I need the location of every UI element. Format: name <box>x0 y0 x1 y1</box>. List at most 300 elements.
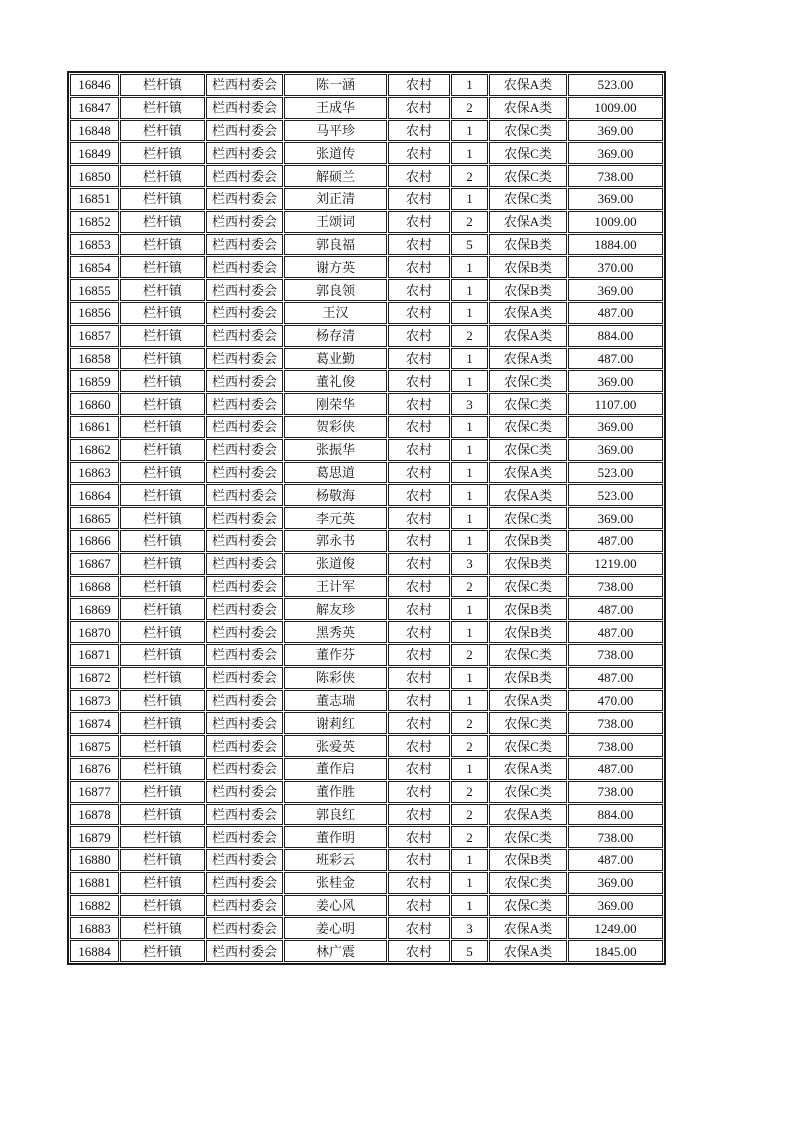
cell-village-committee: 栏西村委会 <box>206 712 283 734</box>
cell-village-committee: 栏西村委会 <box>206 530 283 552</box>
cell-insurance-type: 农保C类 <box>489 872 567 894</box>
cell-town: 栏杆镇 <box>120 302 205 324</box>
table-row <box>70 188 663 210</box>
cell-village-committee: 栏西村委会 <box>206 621 283 643</box>
cell-town: 栏杆镇 <box>120 97 205 119</box>
table-row <box>70 598 663 620</box>
cell-name: 张爱英 <box>284 735 387 757</box>
table-row <box>70 644 663 666</box>
cell-category: 农村 <box>388 165 450 187</box>
cell-record-no: 16850 <box>70 165 119 187</box>
cell-insurance-type: 农保A类 <box>489 74 567 96</box>
cell-name: 董志瑞 <box>284 690 387 712</box>
cell-record-no: 16851 <box>70 188 119 210</box>
cell-name: 董作芬 <box>284 644 387 666</box>
cell-name: 王颂词 <box>284 211 387 233</box>
cell-name: 王成华 <box>284 97 387 119</box>
cell-name: 董作胜 <box>284 781 387 803</box>
cell-record-no: 16879 <box>70 826 119 848</box>
cell-person-count: 1 <box>451 348 488 370</box>
cell-name: 谢莉红 <box>284 712 387 734</box>
cell-town: 栏杆镇 <box>120 279 205 301</box>
cell-village-committee: 栏西村委会 <box>206 895 283 917</box>
table-row <box>70 621 663 643</box>
cell-person-count: 1 <box>451 120 488 142</box>
cell-amount: 369.00 <box>568 416 663 438</box>
cell-village-committee: 栏西村委会 <box>206 781 283 803</box>
cell-record-no: 16852 <box>70 211 119 233</box>
cell-insurance-type: 农保B类 <box>489 621 567 643</box>
cell-insurance-type: 农保B类 <box>489 530 567 552</box>
cell-village-committee: 栏西村委会 <box>206 872 283 894</box>
cell-category: 农村 <box>388 325 450 347</box>
cell-amount: 487.00 <box>568 598 663 620</box>
cell-town: 栏杆镇 <box>120 507 205 529</box>
cell-category: 农村 <box>388 97 450 119</box>
cell-amount: 738.00 <box>568 644 663 666</box>
cell-amount: 369.00 <box>568 507 663 529</box>
cell-record-no: 16848 <box>70 120 119 142</box>
cell-category: 农村 <box>388 849 450 871</box>
cell-village-committee: 栏西村委会 <box>206 74 283 96</box>
cell-person-count: 2 <box>451 97 488 119</box>
cell-insurance-type: 农保A类 <box>489 97 567 119</box>
cell-record-no: 16859 <box>70 370 119 392</box>
cell-village-committee: 栏西村委会 <box>206 165 283 187</box>
cell-village-committee: 栏西村委会 <box>206 507 283 529</box>
cell-town: 栏杆镇 <box>120 256 205 278</box>
cell-amount: 738.00 <box>568 576 663 598</box>
cell-town: 栏杆镇 <box>120 598 205 620</box>
cell-record-no: 16872 <box>70 667 119 689</box>
cell-amount: 487.00 <box>568 530 663 552</box>
cell-village-committee: 栏西村委会 <box>206 120 283 142</box>
cell-name: 陈一涵 <box>284 74 387 96</box>
cell-name: 董作启 <box>284 758 387 780</box>
cell-category: 农村 <box>388 553 450 575</box>
cell-record-no: 16870 <box>70 621 119 643</box>
cell-insurance-type: 农保B类 <box>489 598 567 620</box>
spreadsheet-page <box>67 71 666 965</box>
cell-name: 黑秀英 <box>284 621 387 643</box>
cell-town: 栏杆镇 <box>120 804 205 826</box>
cell-amount: 1249.00 <box>568 917 663 939</box>
cell-person-count: 1 <box>451 462 488 484</box>
table-row <box>70 576 663 598</box>
cell-person-count: 1 <box>451 690 488 712</box>
cell-village-committee: 栏西村委会 <box>206 234 283 256</box>
benefit-table <box>67 71 666 965</box>
table-row <box>70 279 663 301</box>
table-row <box>70 872 663 894</box>
table-row <box>70 690 663 712</box>
cell-town: 栏杆镇 <box>120 393 205 415</box>
cell-amount: 369.00 <box>568 895 663 917</box>
table-row <box>70 735 663 757</box>
cell-person-count: 1 <box>451 370 488 392</box>
cell-person-count: 2 <box>451 804 488 826</box>
cell-insurance-type: 农保C类 <box>489 735 567 757</box>
cell-town: 栏杆镇 <box>120 211 205 233</box>
cell-amount: 487.00 <box>568 621 663 643</box>
table-row <box>70 370 663 392</box>
cell-category: 农村 <box>388 211 450 233</box>
cell-insurance-type: 农保C类 <box>489 370 567 392</box>
cell-person-count: 1 <box>451 758 488 780</box>
cell-name: 王汉 <box>284 302 387 324</box>
cell-amount: 1009.00 <box>568 211 663 233</box>
cell-name: 解硕兰 <box>284 165 387 187</box>
cell-category: 农村 <box>388 348 450 370</box>
cell-category: 农村 <box>388 872 450 894</box>
cell-amount: 1009.00 <box>568 97 663 119</box>
cell-insurance-type: 农保C类 <box>489 895 567 917</box>
cell-amount: 884.00 <box>568 325 663 347</box>
cell-category: 农村 <box>388 507 450 529</box>
cell-record-no: 16849 <box>70 142 119 164</box>
cell-name: 林广震 <box>284 940 387 962</box>
cell-town: 栏杆镇 <box>120 849 205 871</box>
cell-record-no: 16847 <box>70 97 119 119</box>
cell-person-count: 2 <box>451 735 488 757</box>
cell-village-committee: 栏西村委会 <box>206 416 283 438</box>
cell-person-count: 2 <box>451 826 488 848</box>
cell-village-committee: 栏西村委会 <box>206 917 283 939</box>
cell-insurance-type: 农保A类 <box>489 484 567 506</box>
cell-person-count: 1 <box>451 74 488 96</box>
cell-record-no: 16875 <box>70 735 119 757</box>
cell-name: 解友珍 <box>284 598 387 620</box>
cell-category: 农村 <box>388 416 450 438</box>
cell-person-count: 5 <box>451 940 488 962</box>
cell-amount: 738.00 <box>568 781 663 803</box>
cell-person-count: 1 <box>451 621 488 643</box>
cell-name: 张道俊 <box>284 553 387 575</box>
cell-category: 农村 <box>388 439 450 461</box>
cell-insurance-type: 农保B类 <box>489 279 567 301</box>
cell-name: 杨敬海 <box>284 484 387 506</box>
cell-name: 贺彩侠 <box>284 416 387 438</box>
cell-insurance-type: 农保C类 <box>489 120 567 142</box>
cell-insurance-type: 农保A类 <box>489 302 567 324</box>
table-row <box>70 302 663 324</box>
cell-person-count: 1 <box>451 142 488 164</box>
cell-name: 陈彩侠 <box>284 667 387 689</box>
cell-insurance-type: 农保A类 <box>489 940 567 962</box>
table-row <box>70 142 663 164</box>
cell-town: 栏杆镇 <box>120 553 205 575</box>
cell-record-no: 16878 <box>70 804 119 826</box>
cell-village-committee: 栏西村委会 <box>206 211 283 233</box>
table-row <box>70 393 663 415</box>
cell-town: 栏杆镇 <box>120 781 205 803</box>
table-row <box>70 74 663 96</box>
cell-amount: 369.00 <box>568 142 663 164</box>
table-row <box>70 348 663 370</box>
cell-amount: 369.00 <box>568 439 663 461</box>
cell-village-committee: 栏西村委会 <box>206 393 283 415</box>
cell-category: 农村 <box>388 712 450 734</box>
cell-person-count: 1 <box>451 667 488 689</box>
cell-person-count: 2 <box>451 165 488 187</box>
cell-record-no: 16881 <box>70 872 119 894</box>
cell-amount: 1219.00 <box>568 553 663 575</box>
cell-amount: 487.00 <box>568 667 663 689</box>
cell-person-count: 1 <box>451 849 488 871</box>
cell-insurance-type: 农保A类 <box>489 758 567 780</box>
cell-person-count: 3 <box>451 553 488 575</box>
cell-record-no: 16857 <box>70 325 119 347</box>
table-row <box>70 849 663 871</box>
cell-category: 农村 <box>388 621 450 643</box>
cell-village-committee: 栏西村委会 <box>206 325 283 347</box>
cell-category: 农村 <box>388 393 450 415</box>
cell-person-count: 1 <box>451 439 488 461</box>
table-row <box>70 165 663 187</box>
table-row <box>70 758 663 780</box>
cell-insurance-type: 农保A类 <box>489 917 567 939</box>
cell-person-count: 2 <box>451 211 488 233</box>
cell-name: 姜心风 <box>284 895 387 917</box>
cell-town: 栏杆镇 <box>120 348 205 370</box>
cell-town: 栏杆镇 <box>120 826 205 848</box>
cell-category: 农村 <box>388 142 450 164</box>
cell-person-count: 1 <box>451 598 488 620</box>
cell-record-no: 16853 <box>70 234 119 256</box>
cell-town: 栏杆镇 <box>120 120 205 142</box>
cell-village-committee: 栏西村委会 <box>206 553 283 575</box>
cell-name: 刚荣华 <box>284 393 387 415</box>
cell-village-committee: 栏西村委会 <box>206 644 283 666</box>
cell-insurance-type: 农保C类 <box>489 188 567 210</box>
table-row <box>70 667 663 689</box>
cell-amount: 523.00 <box>568 462 663 484</box>
cell-village-committee: 栏西村委会 <box>206 940 283 962</box>
cell-person-count: 1 <box>451 507 488 529</box>
cell-insurance-type: 农保C类 <box>489 826 567 848</box>
cell-town: 栏杆镇 <box>120 667 205 689</box>
cell-insurance-type: 农保A类 <box>489 211 567 233</box>
cell-insurance-type: 农保A类 <box>489 462 567 484</box>
cell-town: 栏杆镇 <box>120 690 205 712</box>
cell-category: 农村 <box>388 256 450 278</box>
cell-amount: 470.00 <box>568 690 663 712</box>
cell-name: 张桂金 <box>284 872 387 894</box>
cell-person-count: 2 <box>451 712 488 734</box>
cell-name: 李元英 <box>284 507 387 529</box>
cell-village-committee: 栏西村委会 <box>206 849 283 871</box>
table-row <box>70 917 663 939</box>
cell-amount: 369.00 <box>568 872 663 894</box>
cell-town: 栏杆镇 <box>120 872 205 894</box>
cell-category: 农村 <box>388 188 450 210</box>
cell-village-committee: 栏西村委会 <box>206 279 283 301</box>
cell-record-no: 16873 <box>70 690 119 712</box>
table-row <box>70 553 663 575</box>
benefit-table-body <box>70 74 663 962</box>
cell-category: 农村 <box>388 120 450 142</box>
cell-insurance-type: 农保C类 <box>489 165 567 187</box>
table-row <box>70 256 663 278</box>
cell-record-no: 16868 <box>70 576 119 598</box>
cell-name: 班彩云 <box>284 849 387 871</box>
cell-insurance-type: 农保C类 <box>489 576 567 598</box>
cell-amount: 738.00 <box>568 165 663 187</box>
cell-record-no: 16860 <box>70 393 119 415</box>
cell-category: 农村 <box>388 484 450 506</box>
cell-insurance-type: 农保B类 <box>489 667 567 689</box>
table-row <box>70 940 663 962</box>
cell-amount: 523.00 <box>568 74 663 96</box>
cell-town: 栏杆镇 <box>120 484 205 506</box>
cell-village-committee: 栏西村委会 <box>206 348 283 370</box>
cell-town: 栏杆镇 <box>120 142 205 164</box>
cell-record-no: 16865 <box>70 507 119 529</box>
cell-record-no: 16874 <box>70 712 119 734</box>
cell-person-count: 2 <box>451 781 488 803</box>
cell-insurance-type: 农保C类 <box>489 142 567 164</box>
cell-category: 农村 <box>388 826 450 848</box>
cell-town: 栏杆镇 <box>120 462 205 484</box>
cell-insurance-type: 农保B类 <box>489 849 567 871</box>
cell-person-count: 2 <box>451 576 488 598</box>
cell-person-count: 3 <box>451 393 488 415</box>
cell-record-no: 16861 <box>70 416 119 438</box>
cell-category: 农村 <box>388 370 450 392</box>
cell-person-count: 2 <box>451 644 488 666</box>
cell-village-committee: 栏西村委会 <box>206 97 283 119</box>
cell-town: 栏杆镇 <box>120 758 205 780</box>
cell-record-no: 16876 <box>70 758 119 780</box>
cell-town: 栏杆镇 <box>120 712 205 734</box>
table-row <box>70 120 663 142</box>
table-row <box>70 826 663 848</box>
cell-record-no: 16862 <box>70 439 119 461</box>
cell-town: 栏杆镇 <box>120 165 205 187</box>
cell-village-committee: 栏西村委会 <box>206 598 283 620</box>
table-row <box>70 211 663 233</box>
cell-record-no: 16882 <box>70 895 119 917</box>
cell-amount: 369.00 <box>568 188 663 210</box>
cell-person-count: 1 <box>451 256 488 278</box>
cell-village-committee: 栏西村委会 <box>206 439 283 461</box>
cell-insurance-type: 农保A类 <box>489 804 567 826</box>
table-row <box>70 416 663 438</box>
table-row <box>70 234 663 256</box>
cell-town: 栏杆镇 <box>120 439 205 461</box>
cell-amount: 738.00 <box>568 735 663 757</box>
cell-category: 农村 <box>388 302 450 324</box>
table-row <box>70 530 663 552</box>
cell-record-no: 16855 <box>70 279 119 301</box>
table-row <box>70 462 663 484</box>
cell-record-no: 16867 <box>70 553 119 575</box>
cell-record-no: 16856 <box>70 302 119 324</box>
cell-record-no: 16884 <box>70 940 119 962</box>
cell-insurance-type: 农保B类 <box>489 553 567 575</box>
cell-amount: 738.00 <box>568 826 663 848</box>
cell-person-count: 1 <box>451 416 488 438</box>
cell-town: 栏杆镇 <box>120 416 205 438</box>
cell-category: 农村 <box>388 462 450 484</box>
cell-amount: 523.00 <box>568 484 663 506</box>
cell-town: 栏杆镇 <box>120 74 205 96</box>
cell-village-committee: 栏西村委会 <box>206 142 283 164</box>
cell-insurance-type: 农保A类 <box>489 690 567 712</box>
cell-name: 王计军 <box>284 576 387 598</box>
cell-amount: 369.00 <box>568 120 663 142</box>
cell-category: 农村 <box>388 917 450 939</box>
cell-person-count: 1 <box>451 895 488 917</box>
cell-record-no: 16883 <box>70 917 119 939</box>
cell-category: 农村 <box>388 895 450 917</box>
cell-amount: 369.00 <box>568 279 663 301</box>
cell-category: 农村 <box>388 598 450 620</box>
cell-insurance-type: 农保C类 <box>489 712 567 734</box>
cell-name: 郭永书 <box>284 530 387 552</box>
cell-insurance-type: 农保C类 <box>489 439 567 461</box>
cell-record-no: 16858 <box>70 348 119 370</box>
cell-amount: 1107.00 <box>568 393 663 415</box>
cell-amount: 1845.00 <box>568 940 663 962</box>
cell-amount: 487.00 <box>568 758 663 780</box>
cell-insurance-type: 农保C类 <box>489 507 567 529</box>
cell-record-no: 16866 <box>70 530 119 552</box>
cell-person-count: 1 <box>451 302 488 324</box>
cell-village-committee: 栏西村委会 <box>206 462 283 484</box>
cell-category: 农村 <box>388 530 450 552</box>
cell-name: 郭良红 <box>284 804 387 826</box>
cell-name: 张道传 <box>284 142 387 164</box>
cell-town: 栏杆镇 <box>120 621 205 643</box>
cell-amount: 884.00 <box>568 804 663 826</box>
cell-record-no: 16869 <box>70 598 119 620</box>
cell-category: 农村 <box>388 644 450 666</box>
cell-insurance-type: 农保A类 <box>489 325 567 347</box>
cell-name: 董作明 <box>284 826 387 848</box>
cell-category: 农村 <box>388 74 450 96</box>
cell-insurance-type: 农保B类 <box>489 234 567 256</box>
cell-amount: 487.00 <box>568 302 663 324</box>
cell-amount: 487.00 <box>568 849 663 871</box>
cell-category: 农村 <box>388 667 450 689</box>
cell-insurance-type: 农保C类 <box>489 781 567 803</box>
cell-insurance-type: 农保C类 <box>489 644 567 666</box>
cell-town: 栏杆镇 <box>120 325 205 347</box>
cell-town: 栏杆镇 <box>120 370 205 392</box>
cell-insurance-type: 农保A类 <box>489 348 567 370</box>
cell-person-count: 5 <box>451 234 488 256</box>
cell-person-count: 1 <box>451 872 488 894</box>
cell-category: 农村 <box>388 279 450 301</box>
cell-amount: 369.00 <box>568 370 663 392</box>
cell-record-no: 16863 <box>70 462 119 484</box>
cell-person-count: 1 <box>451 484 488 506</box>
cell-village-committee: 栏西村委会 <box>206 804 283 826</box>
cell-town: 栏杆镇 <box>120 188 205 210</box>
cell-record-no: 16846 <box>70 74 119 96</box>
cell-amount: 738.00 <box>568 712 663 734</box>
table-row <box>70 804 663 826</box>
cell-name: 郭良领 <box>284 279 387 301</box>
cell-category: 农村 <box>388 781 450 803</box>
cell-town: 栏杆镇 <box>120 735 205 757</box>
cell-town: 栏杆镇 <box>120 530 205 552</box>
cell-town: 栏杆镇 <box>120 895 205 917</box>
cell-insurance-type: 农保B类 <box>489 256 567 278</box>
cell-record-no: 16864 <box>70 484 119 506</box>
table-row <box>70 325 663 347</box>
